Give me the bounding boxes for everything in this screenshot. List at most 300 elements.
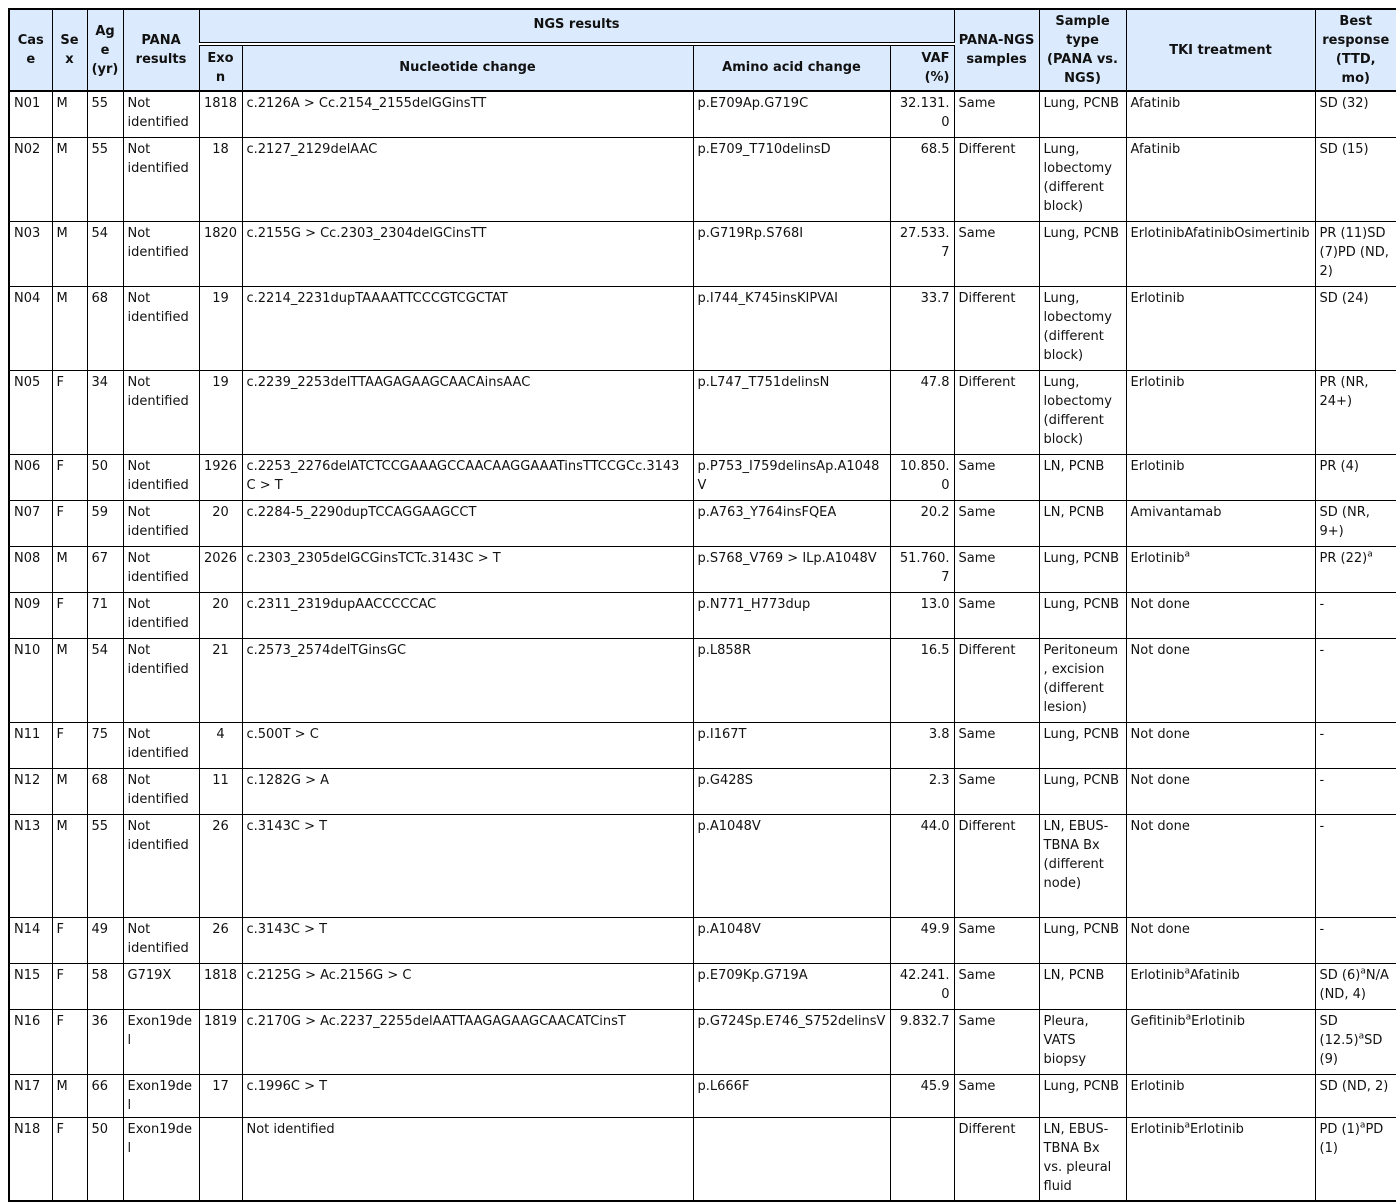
cell-pana-ngs-samples: Different bbox=[954, 814, 1039, 917]
cell-sample-type: Lung, PCNB bbox=[1039, 221, 1126, 286]
header-sample-type: Sample type (PANA vs. NGS) bbox=[1039, 9, 1126, 91]
footnote-marker: a bbox=[1359, 1120, 1366, 1131]
table-row bbox=[9, 91, 1396, 137]
cell-best-response-part: SD (24) bbox=[1319, 290, 1369, 306]
cell-vaf: 20.2 bbox=[890, 500, 954, 546]
table-row bbox=[9, 917, 1396, 963]
cell-vaf: 51.760.7 bbox=[890, 546, 954, 592]
header-pana-ngs-samples: PANA-NGS samples bbox=[954, 9, 1039, 91]
footnote-marker: a bbox=[1184, 1120, 1190, 1131]
cell-nucleotide-change: c.2125G > Ac.2156G > C bbox=[242, 963, 693, 1009]
footnote-marker: a bbox=[1367, 549, 1373, 560]
cell-case: N15 bbox=[9, 963, 52, 1009]
cell-pana-ngs-samples: Same bbox=[954, 221, 1039, 286]
table-row bbox=[9, 454, 1396, 500]
cell-pana-ngs-samples: Different bbox=[954, 137, 1039, 221]
cell-pana-result: Not identified bbox=[123, 454, 199, 500]
cell-sample-type: Lung, PCNB bbox=[1039, 917, 1126, 963]
cell-vaf: 16.5 bbox=[890, 638, 954, 722]
cell-age: 49 bbox=[87, 917, 123, 963]
cell-sample-type: Lung, lobectomy (different block) bbox=[1039, 286, 1126, 370]
cell-case: N05 bbox=[9, 370, 52, 454]
cell-pana-ngs-samples: Different bbox=[954, 370, 1039, 454]
cell-best-response bbox=[1315, 137, 1396, 221]
table-row bbox=[9, 500, 1396, 546]
cell-tki-treatment-part: Erlotinib bbox=[1130, 967, 1185, 983]
cell-tki-treatment-part: Gefitinib bbox=[1130, 1013, 1186, 1029]
cell-sample-type: Lung, PCNB bbox=[1039, 1074, 1126, 1117]
cell-sex: F bbox=[52, 1009, 87, 1074]
cell-pana-result: Exon19del bbox=[123, 1009, 199, 1074]
cell-tki-treatment bbox=[1126, 722, 1315, 768]
cell-sex: F bbox=[52, 963, 87, 1009]
cell-best-response bbox=[1315, 1009, 1396, 1074]
cell-best-response-part: PR (11)SD (7)PD (ND, 2) bbox=[1319, 225, 1389, 279]
table-row bbox=[9, 963, 1396, 1009]
cell-pana-ngs-samples: Different bbox=[954, 286, 1039, 370]
cell-vaf: 3.8 bbox=[890, 722, 954, 768]
cell-best-response-part: PR (NR, 24+) bbox=[1319, 374, 1369, 409]
cell-tki-treatment bbox=[1126, 638, 1315, 722]
cell-nucleotide-change: c.1996C > T bbox=[242, 1074, 693, 1117]
cell-amino-acid-change: p.G724Sp.E746_S752delinsV bbox=[693, 1009, 890, 1074]
cell-sex: M bbox=[52, 546, 87, 592]
cell-tki-treatment bbox=[1126, 286, 1315, 370]
cell-pana-ngs-samples: Same bbox=[954, 963, 1039, 1009]
table-row bbox=[9, 370, 1396, 454]
footnote-marker: a bbox=[1358, 1031, 1365, 1042]
table-row bbox=[9, 1117, 1396, 1201]
cell-case: N07 bbox=[9, 500, 52, 546]
cell-vaf: 13.0 bbox=[890, 592, 954, 638]
cell-age: 36 bbox=[87, 1009, 123, 1074]
header-exon: Exon bbox=[199, 44, 242, 91]
cell-amino-acid-change: p.A1048V bbox=[693, 814, 890, 917]
cell-tki-treatment-part: Erlotinib bbox=[1130, 290, 1185, 306]
cell-pana-ngs-samples: Different bbox=[954, 1117, 1039, 1201]
cell-sex: M bbox=[52, 286, 87, 370]
header-age: Age (yr) bbox=[87, 9, 123, 91]
cell-best-response-part: PR (4) bbox=[1319, 458, 1359, 474]
cell-best-response bbox=[1315, 963, 1396, 1009]
cell-exon: 19 bbox=[199, 370, 242, 454]
cell-pana-result: Not identified bbox=[123, 917, 199, 963]
cell-age: 55 bbox=[87, 814, 123, 917]
table-row bbox=[9, 546, 1396, 592]
cell-vaf: 68.5 bbox=[890, 137, 954, 221]
cell-age: 55 bbox=[87, 137, 123, 221]
cell-best-response-part: SD (12.5) bbox=[1319, 1013, 1359, 1048]
cell-case: N06 bbox=[9, 454, 52, 500]
cell-case: N17 bbox=[9, 1074, 52, 1117]
cell-best-response-part: SD (ND, 2) bbox=[1319, 1078, 1389, 1094]
cell-exon: 1819 bbox=[199, 1009, 242, 1074]
cell-exon: 26 bbox=[199, 917, 242, 963]
cell-pana-ngs-samples: Different bbox=[954, 638, 1039, 722]
cell-best-response bbox=[1315, 638, 1396, 722]
cell-nucleotide-change: c.2239_2253delTTAAGAGAAGCAACAinsAAC bbox=[242, 370, 693, 454]
cell-vaf: 47.8 bbox=[890, 370, 954, 454]
cell-amino-acid-change: p.G719Rp.S768I bbox=[693, 221, 890, 286]
cell-amino-acid-change: p.A763_Y764insFQEA bbox=[693, 500, 890, 546]
cell-exon: 20 bbox=[199, 592, 242, 638]
cell-best-response bbox=[1315, 546, 1396, 592]
cell-exon: 19 bbox=[199, 286, 242, 370]
cell-best-response-part: - bbox=[1319, 921, 1325, 937]
cell-tki-treatment bbox=[1126, 963, 1315, 1009]
cell-age: 54 bbox=[87, 638, 123, 722]
cell-exon: 1818 bbox=[199, 963, 242, 1009]
table-row bbox=[9, 638, 1396, 722]
cell-pana-ngs-samples: Same bbox=[954, 917, 1039, 963]
cell-tki-treatment-part: Not done bbox=[1130, 726, 1190, 742]
footnote-marker: a bbox=[1360, 966, 1366, 977]
header-case: Case bbox=[9, 9, 52, 91]
cell-tki-treatment-part: Erlotinib bbox=[1189, 1121, 1244, 1137]
cell-case: N11 bbox=[9, 722, 52, 768]
cell-sex: F bbox=[52, 592, 87, 638]
cell-pana-result: Not identified bbox=[123, 137, 199, 221]
cell-pana-result: Not identified bbox=[123, 91, 199, 137]
cell-tki-treatment-part: Not done bbox=[1130, 772, 1190, 788]
cell-vaf: 9.832.7 bbox=[890, 1009, 954, 1074]
cell-tki-treatment-part: ErlotinibAfatinibOsimertinib bbox=[1130, 225, 1310, 241]
cell-case: N14 bbox=[9, 917, 52, 963]
cell-tki-treatment-part: Amivantamab bbox=[1130, 504, 1222, 520]
header-pana-results: PANA results bbox=[123, 9, 199, 91]
cell-nucleotide-change: c.2155G > Cc.2303_2304delGCinsTT bbox=[242, 221, 693, 286]
cell-sample-type: LN, PCNB bbox=[1039, 963, 1126, 1009]
cell-best-response bbox=[1315, 814, 1396, 917]
cell-exon: 18 bbox=[199, 137, 242, 221]
cell-exon: 26 bbox=[199, 814, 242, 917]
cell-pana-result: Not identified bbox=[123, 546, 199, 592]
cell-pana-result: Not identified bbox=[123, 500, 199, 546]
cell-tki-treatment-part: Not done bbox=[1130, 596, 1190, 612]
cell-best-response-part: - bbox=[1319, 726, 1325, 742]
cell-pana-result: Not identified bbox=[123, 221, 199, 286]
ngs-results-table bbox=[8, 8, 1396, 1202]
cell-nucleotide-change: c.2214_2231dupTAAAATTCCCGTCGCTAT bbox=[242, 286, 693, 370]
cell-best-response bbox=[1315, 768, 1396, 814]
cell-sample-type: Lung, PCNB bbox=[1039, 722, 1126, 768]
cell-best-response bbox=[1315, 370, 1396, 454]
cell-sample-type: Lung, lobectomy (different block) bbox=[1039, 137, 1126, 221]
cell-pana-ngs-samples: Same bbox=[954, 768, 1039, 814]
cell-exon: 2026 bbox=[199, 546, 242, 592]
cell-tki-treatment bbox=[1126, 768, 1315, 814]
cell-sample-type: Lung, PCNB bbox=[1039, 768, 1126, 814]
cell-exon bbox=[199, 1117, 242, 1201]
cell-tki-treatment-part: Erlotinib bbox=[1130, 1121, 1185, 1137]
header-amino-acid-change: Amino acid change bbox=[693, 44, 890, 91]
cell-pana-ngs-samples: Same bbox=[954, 722, 1039, 768]
cell-age: 50 bbox=[87, 454, 123, 500]
cell-tki-treatment bbox=[1126, 370, 1315, 454]
cell-amino-acid-change: p.E709Kp.G719A bbox=[693, 963, 890, 1009]
cell-best-response bbox=[1315, 722, 1396, 768]
cell-sex: F bbox=[52, 917, 87, 963]
cell-vaf: 42.241.0 bbox=[890, 963, 954, 1009]
cell-sex: F bbox=[52, 1117, 87, 1201]
cell-nucleotide-change: c.500T > C bbox=[242, 722, 693, 768]
cell-amino-acid-change: p.E709_T710delinsD bbox=[693, 137, 890, 221]
cell-pana-ngs-samples: Same bbox=[954, 454, 1039, 500]
cell-nucleotide-change: c.2126A > Cc.2154_2155delGGinsTT bbox=[242, 91, 693, 137]
cell-pana-result: Not identified bbox=[123, 592, 199, 638]
cell-tki-treatment bbox=[1126, 137, 1315, 221]
cell-tki-treatment-part: Not done bbox=[1130, 818, 1190, 834]
cell-exon: 11 bbox=[199, 768, 242, 814]
cell-pana-result: Exon19del bbox=[123, 1074, 199, 1117]
cell-tki-treatment-part: Not done bbox=[1130, 921, 1190, 937]
cell-pana-ngs-samples: Same bbox=[954, 500, 1039, 546]
cell-exon: 1926 bbox=[199, 454, 242, 500]
cell-exon: 1818 bbox=[199, 91, 242, 137]
cell-case: N16 bbox=[9, 1009, 52, 1074]
cell-amino-acid-change: p.A1048V bbox=[693, 917, 890, 963]
cell-vaf: 27.533.7 bbox=[890, 221, 954, 286]
cell-best-response bbox=[1315, 91, 1396, 137]
cell-nucleotide-change: c.2170G > Ac.2237_2255delAATTAAGAGAAGCAACATCinsT bbox=[242, 1009, 693, 1074]
cell-tki-treatment-part: Erlotinib bbox=[1130, 458, 1185, 474]
cell-sample-type: Lung, PCNB bbox=[1039, 91, 1126, 137]
cell-exon: 4 bbox=[199, 722, 242, 768]
cell-best-response bbox=[1315, 500, 1396, 546]
cell-nucleotide-change: c.2127_2129delAAC bbox=[242, 137, 693, 221]
cell-best-response bbox=[1315, 592, 1396, 638]
cell-vaf: 32.131.0 bbox=[890, 91, 954, 137]
cell-best-response-part: SD (15) bbox=[1319, 141, 1369, 157]
cell-best-response-part: SD (9) bbox=[1319, 1032, 1383, 1067]
cell-tki-treatment-part: Erlotinib bbox=[1130, 374, 1185, 390]
cell-amino-acid-change: p.L666F bbox=[693, 1074, 890, 1117]
cell-age: 66 bbox=[87, 1074, 123, 1117]
cell-amino-acid-change: p.S768_V769 > ILp.A1048V bbox=[693, 546, 890, 592]
cell-best-response-part: SD (32) bbox=[1319, 96, 1369, 111]
cell-pana-ngs-samples: Same bbox=[954, 546, 1039, 592]
cell-best-response-part: - bbox=[1319, 642, 1325, 658]
table-row bbox=[9, 1009, 1396, 1074]
cell-sex: M bbox=[52, 91, 87, 137]
cell-sex: M bbox=[52, 814, 87, 917]
header-ngs-results: NGS results bbox=[199, 9, 954, 44]
cell-case: N10 bbox=[9, 638, 52, 722]
table-row bbox=[9, 221, 1396, 286]
cell-pana-ngs-samples: Same bbox=[954, 1074, 1039, 1117]
cell-sex: M bbox=[52, 221, 87, 286]
cell-exon: 20 bbox=[199, 500, 242, 546]
cell-amino-acid-change: p.N771_H773dup bbox=[693, 592, 890, 638]
cell-nucleotide-change: c.3143C > T bbox=[242, 917, 693, 963]
cell-age: 55 bbox=[87, 91, 123, 137]
footnote-marker: a bbox=[1185, 1012, 1192, 1023]
cell-case: N01 bbox=[9, 91, 52, 137]
cell-vaf: 33.7 bbox=[890, 286, 954, 370]
cell-sex: M bbox=[52, 768, 87, 814]
cell-pana-result: Not identified bbox=[123, 722, 199, 768]
cell-pana-result: Not identified bbox=[123, 286, 199, 370]
cell-sample-type: Pleura, VATS biopsy bbox=[1039, 1009, 1126, 1074]
cell-best-response-part: N/A (ND, 4) bbox=[1319, 967, 1389, 1002]
cell-sample-type: Lung, lobectomy (different block) bbox=[1039, 370, 1126, 454]
cell-best-response-part: SD (6) bbox=[1319, 967, 1361, 983]
cell-sex: M bbox=[52, 638, 87, 722]
cell-age: 67 bbox=[87, 546, 123, 592]
cell-age: 68 bbox=[87, 768, 123, 814]
cell-pana-ngs-samples: Same bbox=[954, 91, 1039, 137]
cell-case: N02 bbox=[9, 137, 52, 221]
table-row bbox=[9, 286, 1396, 370]
cell-vaf: 10.850.0 bbox=[890, 454, 954, 500]
cell-best-response-part: PD (1) bbox=[1319, 1121, 1360, 1137]
table-row bbox=[9, 722, 1396, 768]
cell-pana-result: Not identified bbox=[123, 370, 199, 454]
cell-best-response bbox=[1315, 286, 1396, 370]
cell-age: 71 bbox=[87, 592, 123, 638]
cell-vaf: 49.9 bbox=[890, 917, 954, 963]
cell-amino-acid-change: p.I167T bbox=[693, 722, 890, 768]
cell-best-response bbox=[1315, 917, 1396, 963]
cell-pana-result: Not identified bbox=[123, 814, 199, 917]
cell-sex: F bbox=[52, 722, 87, 768]
cell-amino-acid-change bbox=[693, 1117, 890, 1201]
cell-tki-treatment bbox=[1126, 221, 1315, 286]
cell-exon: 1820 bbox=[199, 221, 242, 286]
cell-pana-ngs-samples: Same bbox=[954, 1009, 1039, 1074]
cell-tki-treatment bbox=[1126, 814, 1315, 917]
cell-age: 75 bbox=[87, 722, 123, 768]
table-body bbox=[9, 91, 1396, 1201]
header-nucleotide-change: Nucleotide change bbox=[242, 44, 693, 91]
footnote-marker: a bbox=[1184, 549, 1190, 560]
table-row bbox=[9, 1074, 1396, 1117]
cell-tki-treatment-part: Afatinib bbox=[1130, 141, 1181, 157]
table-row bbox=[9, 137, 1396, 221]
cell-amino-acid-change: p.L858R bbox=[693, 638, 890, 722]
cell-sex: M bbox=[52, 137, 87, 221]
cell-case: N08 bbox=[9, 546, 52, 592]
table-row bbox=[9, 814, 1396, 917]
cell-age: 54 bbox=[87, 221, 123, 286]
cell-best-response-part: - bbox=[1319, 818, 1325, 834]
cell-best-response bbox=[1315, 221, 1396, 286]
cell-tki-treatment-part: Erlotinib bbox=[1191, 1013, 1246, 1029]
cell-exon: 21 bbox=[199, 638, 242, 722]
cell-tki-treatment-part: Afatinib bbox=[1189, 967, 1240, 983]
cell-case: N03 bbox=[9, 221, 52, 286]
cell-sample-type: Lung, PCNB bbox=[1039, 546, 1126, 592]
cell-tki-treatment-part: Erlotinib bbox=[1130, 550, 1185, 566]
cell-tki-treatment bbox=[1126, 546, 1315, 592]
cell-case: N09 bbox=[9, 592, 52, 638]
cell-pana-result: G719X bbox=[123, 963, 199, 1009]
cell-vaf: 2.3 bbox=[890, 768, 954, 814]
cell-nucleotide-change: c.2253_2276delATCTCCGAAAGCCAACAAGGAAATinsTTCCGCc.3143C > T bbox=[242, 454, 693, 500]
cell-amino-acid-change: p.P753_I759delinsAp.A1048V bbox=[693, 454, 890, 500]
cell-tki-treatment bbox=[1126, 1074, 1315, 1117]
cell-tki-treatment bbox=[1126, 592, 1315, 638]
cell-tki-treatment bbox=[1126, 91, 1315, 137]
cell-best-response-part: - bbox=[1319, 596, 1325, 612]
cell-sample-type: LN, EBUS-TBNA Bx vs. pleural fluid bbox=[1039, 1117, 1126, 1201]
header-best-response: Best response (TTD, mo) bbox=[1315, 9, 1396, 91]
cell-best-response-part: PD (1) bbox=[1319, 1121, 1384, 1156]
cell-best-response bbox=[1315, 454, 1396, 500]
cell-amino-acid-change: p.I744_K745insKIPVAI bbox=[693, 286, 890, 370]
header-vaf: VAF (%) bbox=[890, 44, 954, 91]
cell-tki-treatment bbox=[1126, 500, 1315, 546]
header-tki-treatment: TKI treatment bbox=[1126, 9, 1315, 91]
cell-tki-treatment-part: Erlotinib bbox=[1130, 1078, 1185, 1094]
cell-nucleotide-change: c.2311_2319dupAACCCCCAC bbox=[242, 592, 693, 638]
cell-pana-result: Not identified bbox=[123, 638, 199, 722]
cell-sex: F bbox=[52, 370, 87, 454]
cell-sample-type: LN, EBUS-TBNA Bx (different node) bbox=[1039, 814, 1126, 917]
footnote-marker: a bbox=[1184, 966, 1190, 977]
table-row bbox=[9, 592, 1396, 638]
cell-best-response bbox=[1315, 1074, 1396, 1117]
cell-sample-type: LN, PCNB bbox=[1039, 454, 1126, 500]
cell-amino-acid-change: p.G428S bbox=[693, 768, 890, 814]
cell-age: 68 bbox=[87, 286, 123, 370]
cell-pana-ngs-samples: Same bbox=[954, 592, 1039, 638]
cell-age: 59 bbox=[87, 500, 123, 546]
cell-nucleotide-change: c.2284-5_2290dupTCCAGGAAGCCT bbox=[242, 500, 693, 546]
cell-nucleotide-change: c.1282G > A bbox=[242, 768, 693, 814]
cell-nucleotide-change: c.2303_2305delGCGinsTCTc.3143C > T bbox=[242, 546, 693, 592]
cell-sex: M bbox=[52, 1074, 87, 1117]
cell-vaf: 45.9 bbox=[890, 1074, 954, 1117]
cell-sex: F bbox=[52, 500, 87, 546]
cell-tki-treatment bbox=[1126, 454, 1315, 500]
cell-nucleotide-change: Not identified bbox=[242, 1117, 693, 1201]
cell-case: N18 bbox=[9, 1117, 52, 1201]
cell-sample-type: Peritoneum, excision (different lesion) bbox=[1039, 638, 1126, 722]
cell-amino-acid-change: p.E709Ap.G719C bbox=[693, 91, 890, 137]
cell-sample-type: Lung, PCNB bbox=[1039, 592, 1126, 638]
cell-vaf: 44.0 bbox=[890, 814, 954, 917]
cell-nucleotide-change: c.2573_2574delTGinsGC bbox=[242, 638, 693, 722]
cell-exon: 17 bbox=[199, 1074, 242, 1117]
cell-age: 50 bbox=[87, 1117, 123, 1201]
cell-tki-treatment bbox=[1126, 917, 1315, 963]
cell-case: N13 bbox=[9, 814, 52, 917]
cell-best-response bbox=[1315, 1117, 1396, 1201]
cell-age: 58 bbox=[87, 963, 123, 1009]
cell-best-response-part: SD (NR, 9+) bbox=[1319, 504, 1370, 539]
cell-pana-result: Not identified bbox=[123, 768, 199, 814]
cell-case: N12 bbox=[9, 768, 52, 814]
cell-best-response-part: PR (22) bbox=[1319, 550, 1368, 566]
cell-tki-treatment-part: Afatinib bbox=[1130, 96, 1181, 111]
cell-pana-result: Exon19del bbox=[123, 1117, 199, 1201]
cell-nucleotide-change: c.3143C > T bbox=[242, 814, 693, 917]
header-sex: Sex bbox=[52, 9, 87, 91]
table-header bbox=[9, 9, 1396, 91]
cell-vaf bbox=[890, 1117, 954, 1201]
cell-tki-treatment bbox=[1126, 1009, 1315, 1074]
cell-tki-treatment bbox=[1126, 1117, 1315, 1201]
cell-age: 34 bbox=[87, 370, 123, 454]
cell-case: N04 bbox=[9, 286, 52, 370]
table-row bbox=[9, 768, 1396, 814]
cell-amino-acid-change: p.L747_T751delinsN bbox=[693, 370, 890, 454]
cell-sex: F bbox=[52, 454, 87, 500]
cell-tki-treatment-part: Not done bbox=[1130, 642, 1190, 658]
cell-best-response-part: - bbox=[1319, 772, 1325, 788]
cell-sample-type: LN, PCNB bbox=[1039, 500, 1126, 546]
